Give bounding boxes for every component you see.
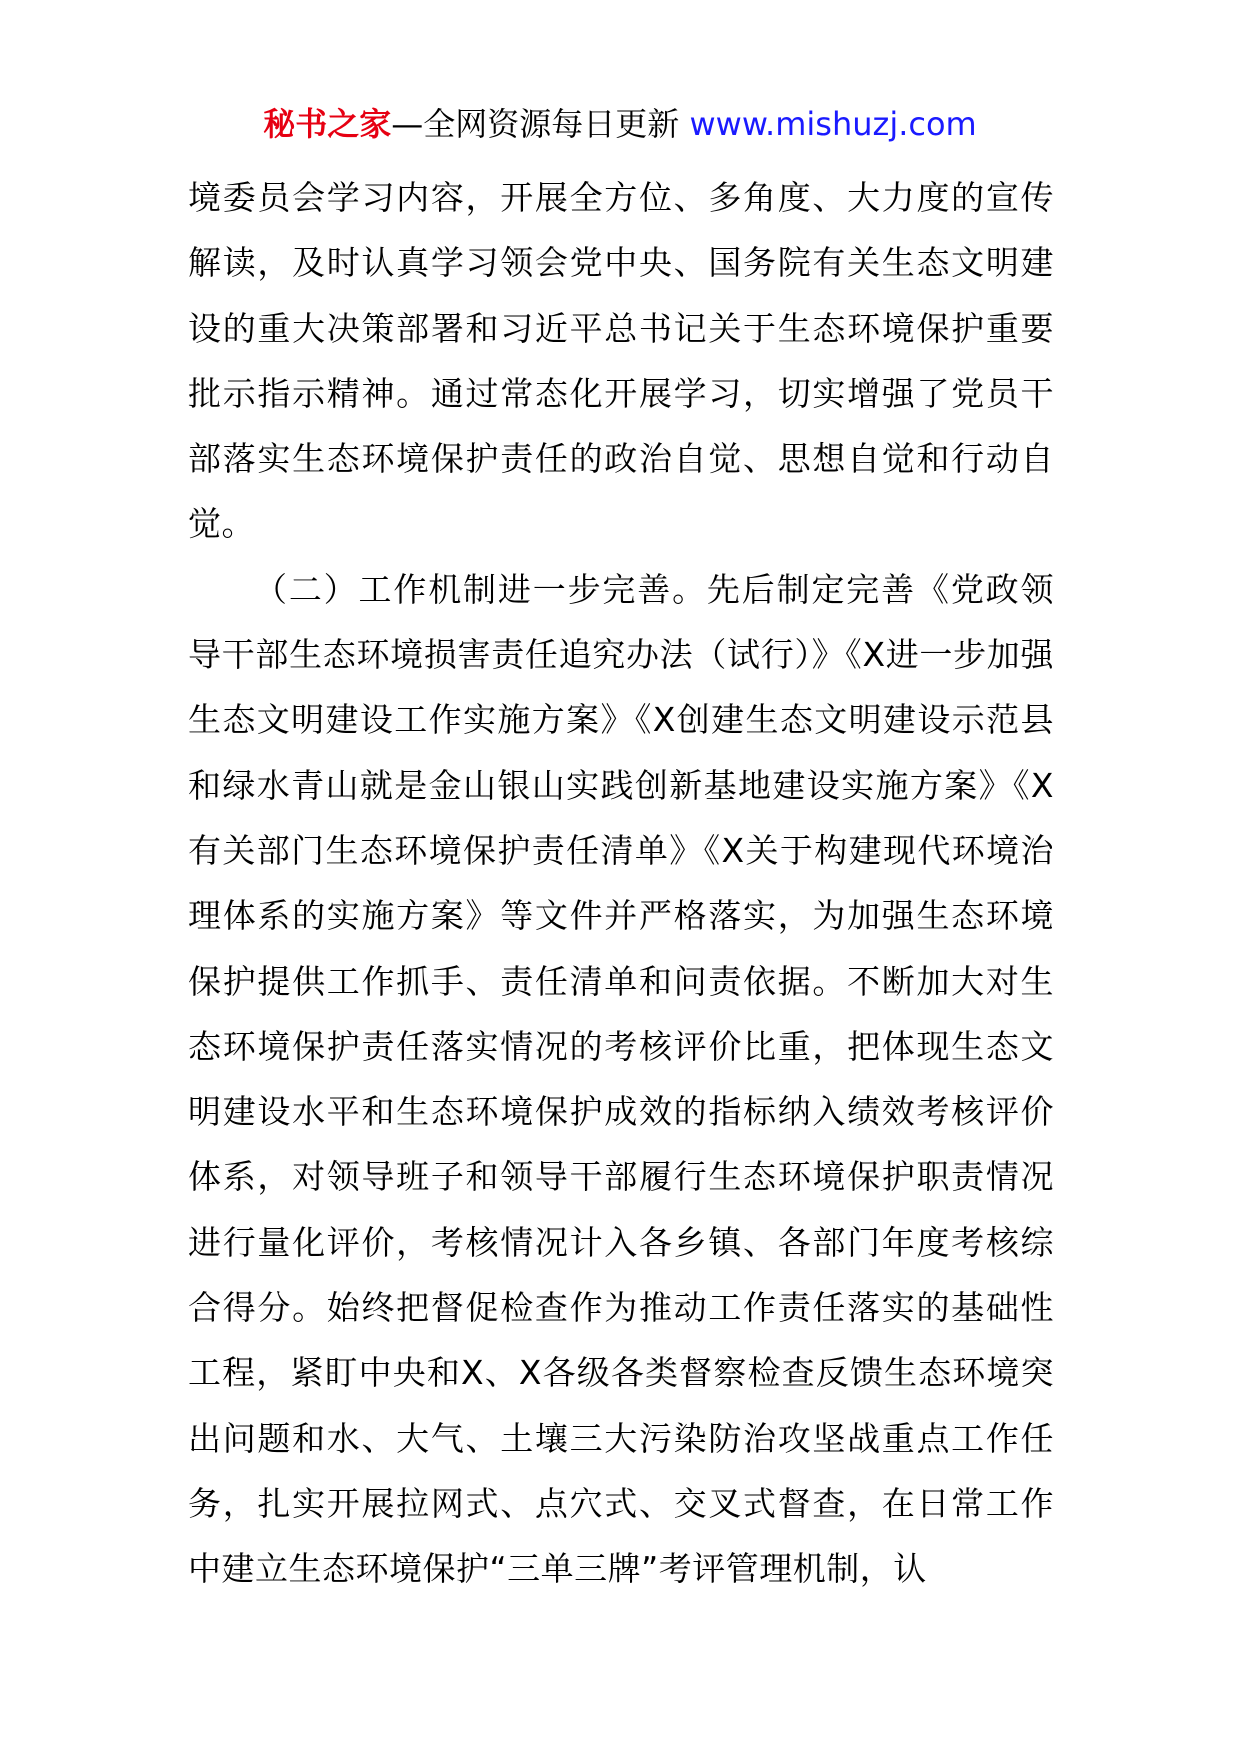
site-header bbox=[0, 104, 1240, 144]
paragraph-continuation: 境委员会学习内容，开展全方位、多角度、大力度的宣传解读，及时认真学习领会党中央、国务院有关生态文明建设的重大决策部署和习近平总书记关于生态环境保护重要批示指示精神。通过常态化开展学习，切实增强了党员干部落实生态环境保护责任的政治自觉、思想自觉和行动自觉。 bbox=[188, 178, 1054, 544]
document-body bbox=[188, 165, 1054, 1602]
site-url-link[interactable]: www.mishuzj.com bbox=[689, 105, 977, 143]
site-brand: 秘书之家 bbox=[263, 105, 392, 143]
site-tagline: —全网资源每日更新 bbox=[391, 105, 680, 143]
paragraph-work-mechanism: （二）工作机制进一步完善。先后制定完善《党政领导干部生态环境损害责任追究办法（试行）》《X进一步加强生态文明建设工作实施方案》《X创建生态文明建设示范县和绿水青山就是金山银山实践创新基地建设实施方案》《X有关部门生态环境保护责任清单》《X关于构建现代环境治理体系的实施方案》等文件并严格落实，为加强生态环境保护提供工作抓手、责任清单和问责依据。不断加大对生态环境保护责任落实情况的考核评价比重，把体现生态文明建设水平和生态环境保护成效的指标纳入绩效考核评价体系，对领导班子和领导干部履行生态环境保护职责情况进行量化评价，考核情况计入各乡镇、各部门年度考核综合得分。始终把督促检查作为推动工作责任落实的基础性工程，紧盯中央和X、X各级各类督察检查反馈生态环境突出问题和水、大气、土壤三大污染防治攻坚战重点工作任务，扎实开展拉网式、点穴式、交叉式督查，在日常工作中建立生态环境保护“三单三牌”考评管理机制，认 bbox=[188, 569, 1054, 1589]
